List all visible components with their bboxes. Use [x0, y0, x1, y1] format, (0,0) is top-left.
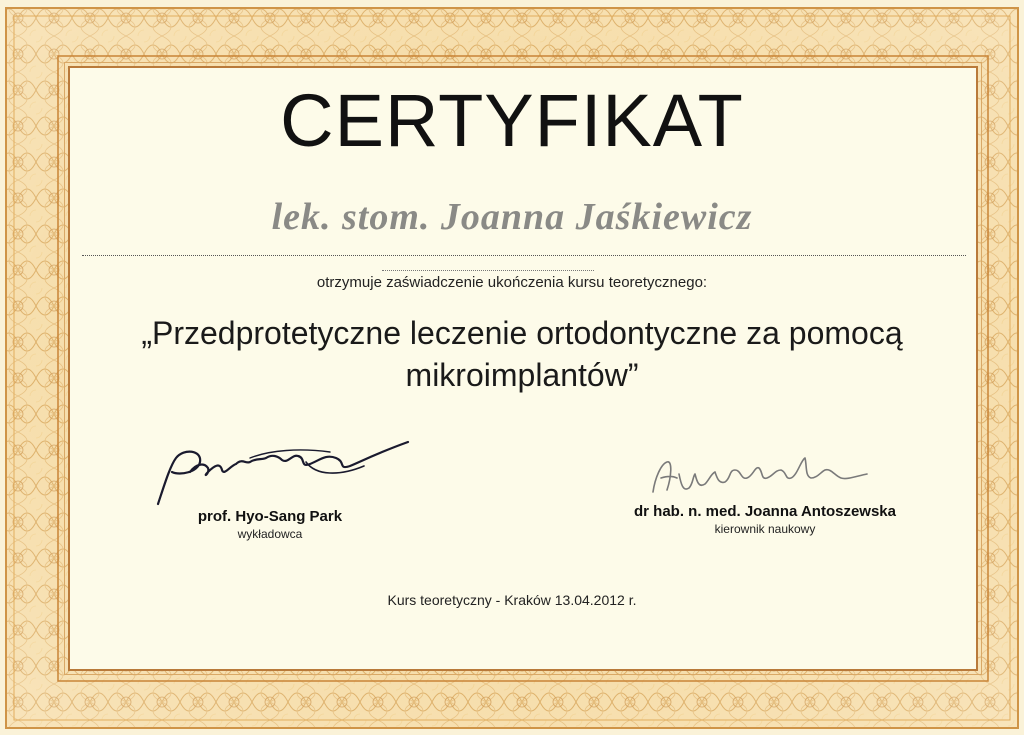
course-footer: Kurs teoretyczny - Kraków 13.04.2012 r.: [387, 592, 637, 608]
certificate-title: CERTYFIKAT: [280, 79, 744, 162]
signature-left-image: [150, 436, 410, 516]
statement-dotted-line: [382, 270, 594, 271]
certificate-statement: otrzymuje zaświadczenie ukończenia kursu teoretycznego:: [316, 274, 708, 291]
signer-role-right: kierownik naukowy: [714, 522, 816, 536]
signer-name-right: dr hab. n. med. Joanna Antoszewska: [633, 503, 896, 520]
course-title-line-1: „Przedprotetyczne leczenie ortodontyczne za pomocą: [141, 315, 903, 351]
course-title-line-2: mikroimplantów”: [405, 357, 639, 393]
recipient-name: lek. stom. Joanna Jaśkiewicz: [271, 196, 753, 238]
signature-right-image: [645, 448, 885, 508]
signer-role-left: wykładowca: [237, 527, 303, 541]
signature-block-right: [575, 503, 955, 536]
recipient-dotted-line: [82, 255, 966, 256]
signer-name-left: prof. Hyo-Sang Park: [197, 508, 343, 525]
signature-block-left: [150, 508, 390, 541]
course-title: [80, 312, 964, 396]
